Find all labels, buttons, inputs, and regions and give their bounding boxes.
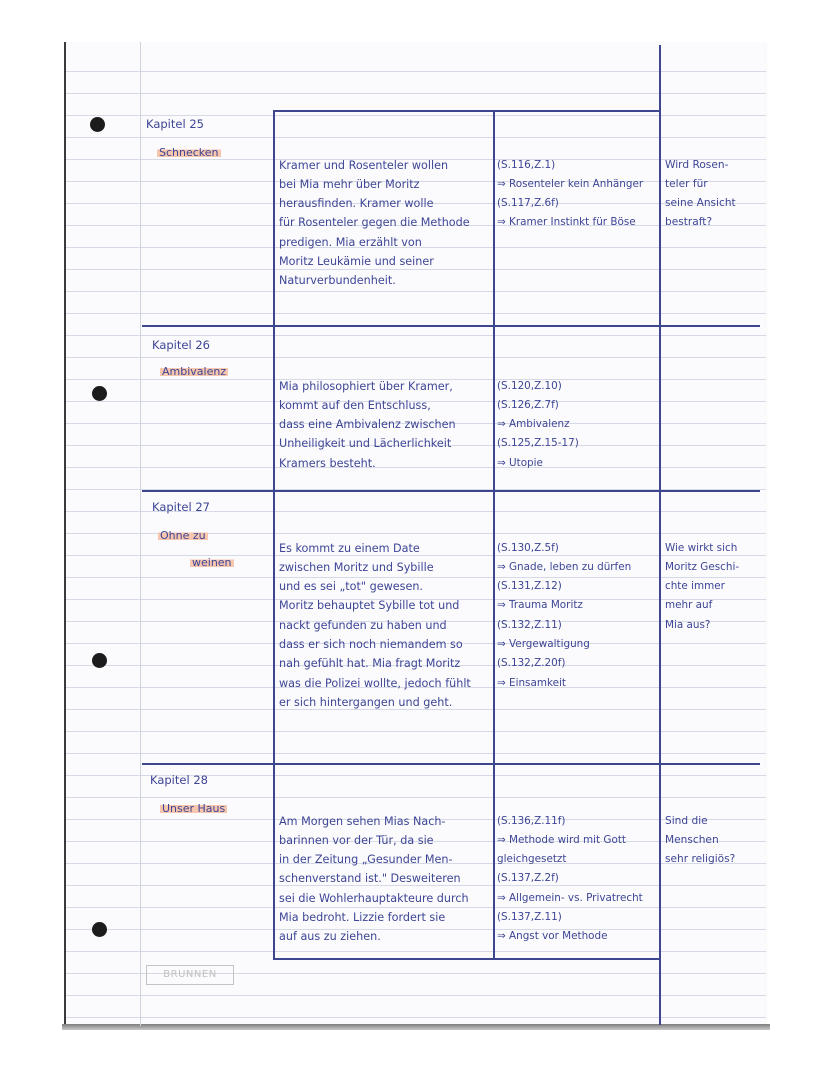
- summary-text: Am Morgen sehen Mias Nach- barinnen vor der Tür, da sie in der Zeitung „Gesunder Men- schenverstand ist." Desweiteren sei die Wohlerhauptakteure durch Mia bedroht. Lizzie fordert sie auf aus zu ziehen.: [279, 814, 469, 944]
- page-shadow: [62, 1024, 770, 1030]
- summary-text: Kramer und Rosenteler wollen bei Mia mehr über Moritz herausfinden. Kramer wolle für Rosenteler gegen die Methode predigen. Mia erzählt von Moritz Leukämie und seiner Naturverbundenheit.: [279, 158, 470, 288]
- quotes-text: (S.136,Z.11f) ⇒ Methode wird mit Gott gleichgesetzt (S.137,Z.2f) ⇒ Allgemein- vs. Privatrecht (S.137,Z.11) ⇒ Angst vor Methode: [497, 814, 643, 943]
- chapter-subtitle: Ambivalenz: [162, 365, 227, 378]
- quotes-text: (S.116,Z.1) ⇒ Rosenteler kein Anhänger (S.117,Z.6f) ⇒ Kramer Instinkt für Böse: [497, 158, 644, 229]
- question-text: Wird Rosen- teler für seine Ansicht bestraft?: [665, 158, 736, 229]
- question-text: Wie wirkt sich Moritz Geschi- chte immer mehr auf Mia aus?: [665, 541, 740, 631]
- question-text: Sind die Menschen sehr religiös?: [665, 814, 736, 866]
- margin-line: [140, 42, 141, 1026]
- quotes-text: (S.120,Z.10) (S.126,Z.7f) ⇒ Ambivalenz (S.125,Z.15-17) ⇒ Utopie: [497, 379, 579, 469]
- summary-text: Es kommt zu einem Date zwischen Moritz und Sybille und es sei „tot" gewesen. Moritz behauptet Sybille tot und nackt gefunden zu haben und dass er sich noch niemandem so nah gefühlt hat. Mia fragt Moritz was die Polizei wollte, jedoch fühlt er sich hintergangen und geht.: [279, 541, 471, 709]
- chapter-subtitle: Ohne zu: [160, 529, 206, 542]
- chapter-title: Kapitel 25: [146, 117, 204, 131]
- quotes-text: (S.130,Z.5f) ⇒ Gnade, leben zu dürfen (S.131,Z.12) ⇒ Trauma Moritz (S.132,Z.11) ⇒ Vergewaltigung (S.132,Z.20f) ⇒ Einsamkeit: [497, 541, 632, 689]
- punch-hole: [92, 386, 107, 401]
- chapter-title: Kapitel 27: [152, 500, 210, 514]
- punch-hole: [92, 922, 107, 937]
- chapter-subtitle: Schnecken: [159, 146, 219, 159]
- chapter-title: Kapitel 26: [152, 338, 210, 352]
- punch-hole: [90, 117, 105, 132]
- summary-text: Mia philosophiert über Kramer, kommt auf den Entschluss, dass eine Ambivalenz zwischen Unheiligkeit und Lächerlichkeit Kramers besteht.: [279, 379, 456, 470]
- chapter-title: Kapitel 28: [150, 773, 208, 787]
- punch-hole: [92, 653, 107, 668]
- chapter-subtitle: Unser Haus: [162, 802, 226, 815]
- brand-stamp: BRUNNEN: [146, 965, 234, 985]
- chapter-subtitle-line2: weinen: [192, 556, 232, 569]
